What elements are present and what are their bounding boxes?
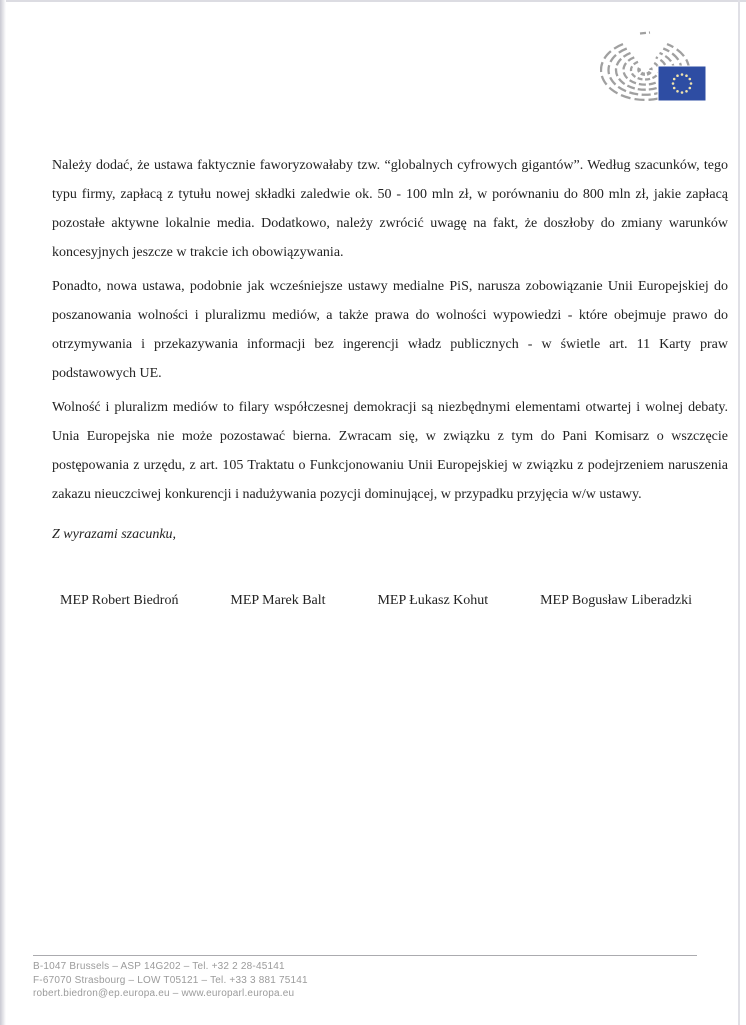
- signatory-marek-balt: MEP Marek Balt: [230, 593, 326, 608]
- letter-body: [52, 151, 728, 615]
- footer-address-brussels: B-1047 Brussels – ASP 14G202 – Tel. +32 2 28-45141: [33, 961, 285, 972]
- footer: [33, 955, 697, 1001]
- signatory-robert-biedron: MEP Robert Biedroń: [60, 593, 179, 608]
- signatory-lukasz-kohut: MEP Łukasz Kohut: [377, 593, 489, 608]
- signatory-boguslaw-liberadzki: MEP Bogusław Liberadzki: [540, 593, 692, 608]
- paragraph-2: Ponadto, nowa ustawa, podobnie jak wcześniejsze ustawy medialne PiS, narusza zobowiązanie Unii Europejskiej do poszanowania wolności i pluralizmu mediów, a także prawa do wolności wypowiedzi - które obejmuje prawo do otrzymywania i przekazywania informacji bez ingerencji władz publicznych - w świetle art. 11 Karty praw podstawowych UE.: [52, 279, 728, 381]
- closing-salutation: Z wyrazami szacunku,: [52, 527, 177, 542]
- page-edge-top: [0, 0, 746, 2]
- page-edge-right: [738, 0, 740, 1025]
- european-parliament-logo: [600, 30, 710, 108]
- paragraph-3: Wolność i pluralizm mediów to filary współczesnej demokracji są niezbędnymi elementami otwartej i wolnej debaty. Unia Europejska nie może pozostawać bierna. Zwracam się, w związku z tym do Pani Komisarz o wszczęcie postępowania z urzędu, z art. 105 Traktatu o Funkcjonowaniu Unii Europejskiej w związku z podejrzeniem naruszenia zakazu nieuczciwej konkurencji i nadużywania pozycji dominującej, w przypadku przyjęcia w/w ustawy.: [52, 400, 728, 502]
- footer-rule: [33, 955, 697, 956]
- eu-flag-icon: [658, 66, 706, 101]
- paragraph-1: Należy dodać, że ustawa faktycznie faworyzowałaby tzw. “globalnych cyfrowych gigantów”. Według szacunków, tego typu firmy, zapłacą z tytułu nowej składki zaledwie ok. 50 - 100 mln zł, w porównaniu do 800 mln zł, jakie zapłacą pozostałe aktywne lokalnie media. Dodatkowo, należy zwrócić uwagę na fakt, że doszłoby do zmiany warunków koncesyjnych jeszcze w trakcie ich obowiązywania.: [52, 158, 728, 260]
- signature-row: [60, 586, 692, 615]
- page-edge-left: [0, 0, 6, 1025]
- footer-address-strasbourg: F-67070 Strasbourg – LOW T05121 – Tel. +33 3 881 75141: [33, 974, 308, 986]
- footer-contact-line: robert.biedron@ep.europa.eu – www.europarl.europa.eu: [33, 988, 295, 999]
